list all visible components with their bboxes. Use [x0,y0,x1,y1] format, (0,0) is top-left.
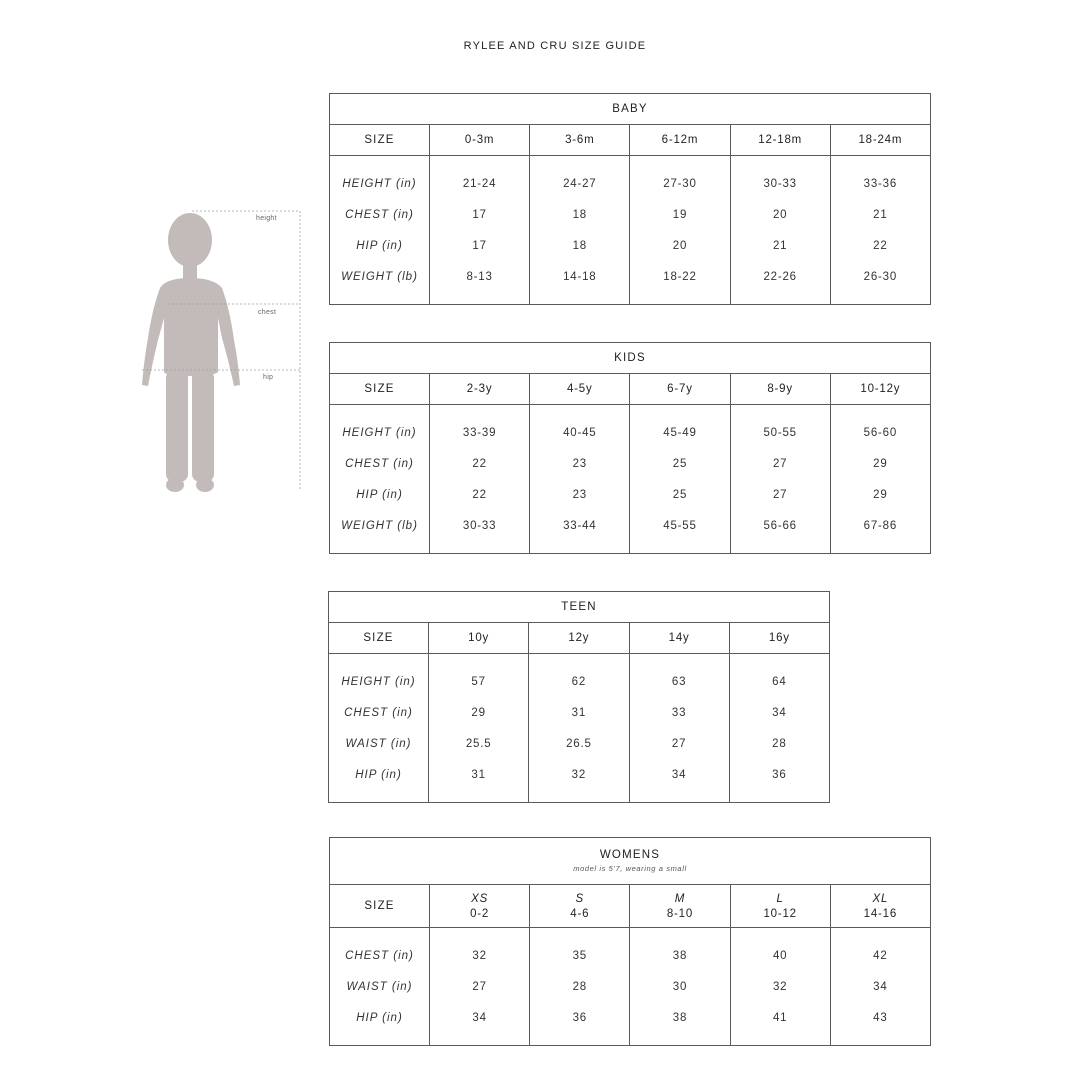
table-cell: 25 [630,479,730,510]
table-cell: 34 [430,1002,530,1033]
table-cell: 33 [629,697,729,728]
table-cell: 35 [530,940,630,971]
table-title-cell [330,838,931,885]
row-label: WAIST (in) [330,971,430,1002]
table-cell: 56-60 [830,417,930,448]
table-title: WOMENS [599,849,661,861]
table-row [330,261,931,292]
column-header: 10y [429,623,529,654]
size-range: 0-2 [470,907,490,920]
size-range: 4-6 [570,907,590,920]
table-title: BABY [330,94,931,125]
table-cell: 27-30 [630,168,730,199]
column-header: 0-3m [430,125,530,156]
table-cell: 18 [530,230,630,261]
table-cell: 40 [730,940,830,971]
row-label: CHEST (in) [330,448,430,479]
row-label: HEIGHT (in) [330,417,430,448]
column-header: 6-12m [630,125,730,156]
table-cell: 14-18 [530,261,630,292]
table-cell: 29 [429,697,529,728]
size-letter: M [674,892,686,905]
column-header [830,885,930,928]
table-subtitle: model is 5'7, wearing a small [573,864,687,873]
row-label: HIP (in) [330,1002,430,1033]
table-title: TEEN [329,592,830,623]
figure-label-hip: hip [263,374,274,381]
table-cell: 33-36 [830,168,930,199]
table-cell: 41 [730,1002,830,1033]
row-label: WEIGHT (lb) [330,261,430,292]
kids-size-table [329,342,931,554]
table-cell: 21 [830,199,930,230]
size-range: 14-16 [863,907,898,920]
table-cell: 62 [529,666,629,697]
column-header [730,885,830,928]
table-cell: 67-86 [830,510,930,541]
column-header: 10-12y [830,374,930,405]
column-header: 12y [529,623,629,654]
size-figure [130,200,305,500]
column-header: 4-5y [530,374,630,405]
table-cell: 22-26 [730,261,830,292]
table-row [330,168,931,199]
size-letter: XS [471,892,489,905]
table-cell: 43 [830,1002,930,1033]
table-cell: 28 [729,728,829,759]
size-range: 8-10 [666,907,694,920]
table-cell: 23 [530,448,630,479]
table-row [330,417,931,448]
table-cell: 20 [630,230,730,261]
table-row [330,479,931,510]
page-title: RYLEE AND CRU SIZE GUIDE [463,40,647,52]
size-header: SIZE [330,125,430,156]
column-header: 16y [729,623,829,654]
table-cell: 31 [429,759,529,790]
table-cell: 45-55 [630,510,730,541]
table-cell: 27 [430,971,530,1002]
table-cell: 8-13 [430,261,530,292]
table-cell: 45-49 [630,417,730,448]
table-cell: 29 [830,479,930,510]
table-row [329,728,830,759]
table-row [330,448,931,479]
table-cell: 31 [529,697,629,728]
table-cell: 34 [830,971,930,1002]
table-cell: 32 [430,940,530,971]
table-cell: 21-24 [430,168,530,199]
table-cell: 19 [630,199,730,230]
column-header: 14y [629,623,729,654]
table-cell: 57 [429,666,529,697]
table-cell: 27 [629,728,729,759]
table-row [330,971,931,1002]
size-letter: L [776,892,784,905]
table-cell: 18 [530,199,630,230]
column-header: 18-24m [830,125,930,156]
table-cell: 63 [629,666,729,697]
womens-size-table [329,837,931,1046]
table-cell: 27 [730,479,830,510]
table-cell: 21 [730,230,830,261]
row-label: CHEST (in) [330,199,430,230]
table-row [329,759,830,790]
table-cell: 30 [630,971,730,1002]
table-cell: 25 [630,448,730,479]
table-cell: 40-45 [530,417,630,448]
table-cell: 38 [630,1002,730,1033]
figure-label-chest: chest [258,309,277,316]
table-cell: 26.5 [529,728,629,759]
child-silhouette-icon [130,200,305,500]
row-label: CHEST (in) [330,940,430,971]
table-cell: 28 [530,971,630,1002]
column-header: 3-6m [530,125,630,156]
table-cell: 33-39 [430,417,530,448]
row-label: WEIGHT (lb) [330,510,430,541]
column-header: 8-9y [730,374,830,405]
size-letter: XL [872,892,889,905]
row-label: HIP (in) [329,759,429,790]
table-cell: 32 [529,759,629,790]
table-cell: 20 [730,199,830,230]
table-cell: 34 [729,697,829,728]
table-cell: 24-27 [530,168,630,199]
table-row [329,666,830,697]
row-label: CHEST (in) [329,697,429,728]
column-header [430,885,530,928]
table-cell: 32 [730,971,830,1002]
table-cell: 17 [430,230,530,261]
column-header [630,885,730,928]
figure-label-height: height [256,215,277,222]
table-row [330,940,931,971]
size-header: SIZE [330,885,430,928]
table-cell: 26-30 [830,261,930,292]
table-cell: 42 [830,940,930,971]
table-cell: 34 [629,759,729,790]
size-range: 10-12 [763,907,797,920]
size-letter: S [575,892,585,905]
table-cell: 22 [830,230,930,261]
table-cell: 38 [630,940,730,971]
table-cell: 56-66 [730,510,830,541]
column-header: 2-3y [430,374,530,405]
table-cell: 50-55 [730,417,830,448]
column-header: 12-18m [730,125,830,156]
table-title: KIDS [330,343,931,374]
table-row [329,697,830,728]
table-cell: 30-33 [730,168,830,199]
table-cell: 23 [530,479,630,510]
table-row [330,199,931,230]
column-header [530,885,630,928]
table-cell: 25.5 [429,728,529,759]
table-row [330,1002,931,1033]
table-cell: 22 [430,448,530,479]
row-label: HEIGHT (in) [329,666,429,697]
row-label: HIP (in) [330,479,430,510]
table-cell: 33-44 [530,510,630,541]
row-label: HIP (in) [330,230,430,261]
row-label: WAIST (in) [329,728,429,759]
table-cell: 27 [730,448,830,479]
size-header: SIZE [329,623,429,654]
table-cell: 18-22 [630,261,730,292]
table-row [330,510,931,541]
table-cell: 29 [830,448,930,479]
table-cell: 64 [729,666,829,697]
table-row [330,230,931,261]
table-cell: 36 [530,1002,630,1033]
table-cell: 17 [430,199,530,230]
baby-size-table [329,93,931,305]
size-header: SIZE [330,374,430,405]
table-cell: 36 [729,759,829,790]
row-label: HEIGHT (in) [330,168,430,199]
table-cell: 30-33 [430,510,530,541]
teen-size-table [328,591,830,803]
column-header: 6-7y [630,374,730,405]
table-cell: 22 [430,479,530,510]
